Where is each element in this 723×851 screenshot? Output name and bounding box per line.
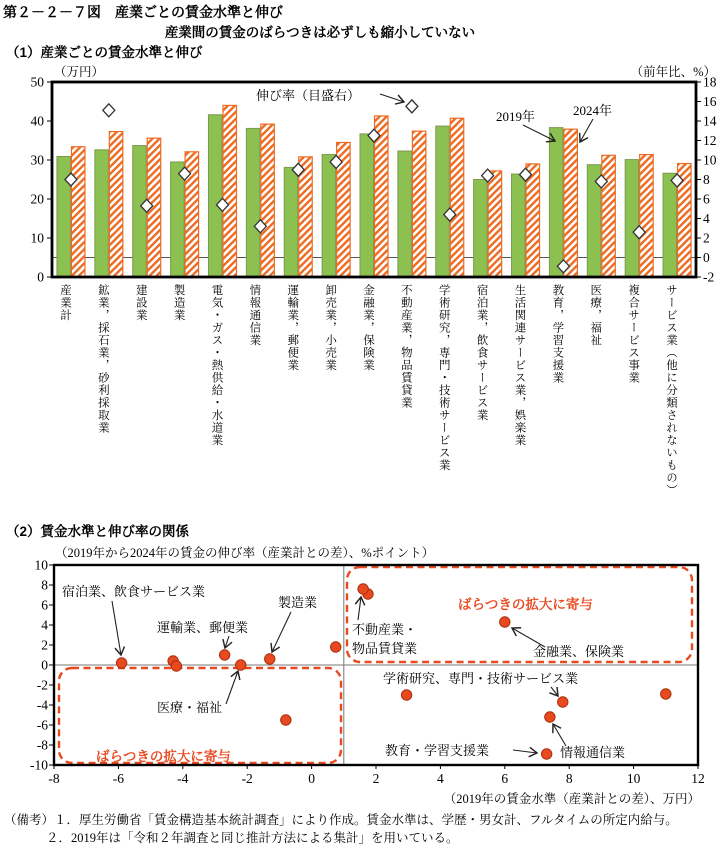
callout-arrow [513, 750, 537, 753]
category-label: 教育，学習支援業 [551, 284, 564, 384]
callout-arrow [226, 671, 238, 704]
callout-arrow [112, 601, 121, 655]
bar-2024 [261, 124, 275, 277]
bar-2019 [474, 180, 488, 278]
chart-annotation-label: 2024年 [573, 103, 613, 118]
category-label: 製造業 [172, 284, 185, 322]
right-tick-label: 2 [703, 230, 710, 246]
bar-2024 [71, 147, 85, 277]
section1-heading: （1）産業ごとの賃金水準と伸び [6, 45, 203, 60]
scatter-callout-label: 学術研究、専門・技術サービス業 [383, 671, 579, 686]
y-tick-label: 8 [41, 577, 48, 593]
x-tick-label: -4 [177, 771, 189, 786]
bar-2024 [450, 118, 464, 277]
bar-2019 [171, 162, 185, 277]
scatter-point [171, 661, 181, 671]
scatter-point [358, 584, 368, 594]
scatter-callout-label: 情報通信業 [560, 745, 626, 760]
left-axis-caption: （万円） [54, 65, 105, 79]
scatter-callout-label: 製造業 [278, 595, 318, 610]
scatter-callout-label: 医療・福祉 [157, 700, 223, 715]
x-tick-label: -6 [112, 771, 125, 786]
category-label: 学術研究，専門・技術サービス業 [437, 284, 450, 472]
callout-arrow [553, 724, 566, 746]
scatter-point [401, 690, 411, 700]
right-tick-label: 12 [703, 133, 717, 148]
bar-2019 [360, 134, 374, 277]
x-axis-caption: （2019年の賃金水準（産業計との差）、万円） [443, 792, 700, 806]
bar-2019 [625, 160, 639, 277]
category-label: 建設業 [134, 284, 147, 322]
bar-2019 [549, 128, 563, 277]
scatter-point [265, 654, 275, 664]
scatter-point [236, 660, 246, 670]
left-tick-label: 30 [30, 152, 44, 168]
x-tick-label: -8 [48, 771, 60, 786]
bar-2019 [133, 146, 147, 277]
left-tick-label: 40 [30, 113, 44, 129]
bar-2024 [564, 129, 578, 277]
bar-2024 [602, 155, 616, 277]
y-tick-label: 6 [41, 597, 48, 613]
x-tick-label: 12 [691, 771, 705, 786]
note-line-1: （備考）１．厚生労働省「賃金構造基本統計調査」により作成。賃金水準は、学歴・男女計、フルタイムの所定内給与。 [4, 813, 678, 827]
right-tick-label: 10 [703, 152, 717, 168]
scatter-callout-label: 教育・学習支援業 [385, 743, 490, 758]
right-tick-label: 6 [703, 191, 710, 207]
bar-2024 [223, 105, 237, 277]
bar-2019 [663, 173, 677, 277]
y-tick-label: 2 [41, 637, 48, 653]
bar-2024 [412, 131, 426, 277]
y-tick-label: -6 [36, 717, 48, 733]
category-label: 鉱業，採石業，砂利採取業 [96, 284, 109, 434]
category-label: 金融業，保険業 [362, 284, 374, 372]
x-tick-label: 8 [565, 771, 573, 786]
growth-rate-diamond [406, 100, 418, 113]
callout-arrow [272, 612, 291, 652]
scatter-point [281, 715, 291, 725]
callout-arrow [358, 597, 361, 620]
y-tick-label: 4 [41, 617, 48, 633]
x-tick-label: 0 [308, 771, 315, 786]
scatter-point [219, 650, 229, 660]
scatter-point [545, 712, 555, 722]
category-label: 複合サービス事業 [627, 284, 640, 384]
left-tick-label: 20 [30, 191, 44, 207]
bar-2019 [436, 126, 450, 277]
y-tick-label: -4 [36, 697, 48, 713]
bar-2019 [57, 156, 71, 277]
right-tick-label: 18 [703, 74, 717, 90]
bar-2019 [95, 150, 109, 277]
left-tick-label: 10 [30, 230, 44, 246]
callout-arrow [225, 636, 229, 648]
x-tick-label: -2 [241, 771, 253, 786]
y-tick-label: -2 [36, 677, 48, 693]
note-line-2: ２．2019年は「令和２年調査と同じ推計方法による集計」を用いている。 [46, 831, 459, 845]
bar-2024 [299, 157, 313, 277]
x-tick-label: 4 [437, 771, 444, 786]
category-label: 産業計 [58, 284, 71, 322]
scatter-point [661, 689, 671, 699]
bar-2019 [284, 167, 298, 277]
figure-title: 第２－２－７図 産業ごとの賃金水準と伸び [3, 4, 283, 20]
bar-2019 [246, 128, 260, 277]
right-axis-caption: （前年比、%） [630, 65, 716, 79]
scatter-point [116, 658, 126, 668]
right-tick-label: 0 [703, 250, 710, 265]
bar-2024 [640, 155, 654, 277]
chart-annotation-label: 伸び率（目盛右） [256, 88, 361, 103]
bar-2024 [488, 171, 502, 277]
category-label: 電気・ガス・熱供給・水道業 [210, 284, 223, 447]
scatter-point [558, 697, 568, 707]
y-tick-label: -8 [36, 737, 48, 753]
category-labels [0, 284, 723, 534]
highlight-box-label: ばらつきの拡大に寄与 [96, 749, 231, 764]
callout-arrow [512, 628, 545, 647]
bar-2019 [512, 174, 526, 277]
scatter-callout-label: 運輸業、郵便業 [157, 620, 249, 635]
scatter-point [500, 617, 510, 627]
section2-heading: （2）賃金水準と伸び率の関係 [6, 524, 190, 539]
annotation-arrow [580, 119, 593, 142]
highlight-box-label: ばらつきの拡大に寄与 [458, 597, 593, 612]
annotation-arrow [380, 94, 404, 102]
callout-arrow [551, 687, 558, 696]
left-tick-label: 0 [37, 269, 44, 285]
right-tick-label: -2 [703, 269, 715, 285]
scatter-callout-label: 宿泊業、飲食サービス業 [62, 584, 206, 599]
left-tick-label: 50 [30, 74, 44, 90]
scatter-callout-label: 金融業、保険業 [533, 644, 625, 659]
chart-annotation-label: 2019年 [496, 109, 536, 124]
wage-level-bar-chart [0, 56, 723, 290]
category-label: 医療，福祉 [589, 284, 602, 347]
scatter-point [541, 749, 551, 759]
scatter-point [331, 642, 341, 652]
y-axis-caption: （2019年から2024年の賃金の伸び率（産業計との差）、%ポイント） [55, 546, 435, 560]
scatter-callout-label: 不動産業・ [352, 622, 418, 637]
category-label: 宿泊業，飲食サービス業 [475, 284, 488, 422]
right-tick-label: 4 [703, 211, 710, 226]
category-label: 不動産業，物品賃貸業 [399, 284, 412, 409]
y-tick-label: -10 [30, 757, 48, 773]
wage-growth-scatter-chart [0, 540, 723, 810]
growth-rate-diamond [103, 104, 115, 117]
bar-2024 [526, 164, 540, 277]
x-tick-label: 2 [372, 771, 380, 786]
right-tick-label: 8 [703, 172, 710, 187]
right-tick-label: 14 [703, 113, 717, 129]
x-tick-label: 10 [626, 771, 641, 786]
y-tick-label: 0 [41, 657, 48, 673]
bar-2019 [322, 155, 336, 277]
figure-subtitle: 産業間の賃金のばらつきは必ずしも縮小していない [164, 25, 476, 40]
category-label: 情報通信業 [248, 284, 261, 347]
bar-2019 [398, 151, 412, 277]
category-label: 運輸業，郵便業 [286, 284, 299, 372]
category-label: サービス業（他に分類されないもの） [665, 284, 678, 497]
scatter-callout-label: 物品賃貸業 [352, 641, 418, 656]
y-tick-label: 10 [34, 557, 48, 573]
bar-2019 [208, 115, 222, 277]
category-label: 生活関連サービス業，娯楽業 [513, 284, 526, 447]
bar-2024 [109, 132, 123, 277]
right-tick-label: 16 [703, 94, 717, 109]
category-label: 卸売業，小売業 [324, 284, 337, 372]
x-tick-label: 6 [501, 771, 509, 786]
